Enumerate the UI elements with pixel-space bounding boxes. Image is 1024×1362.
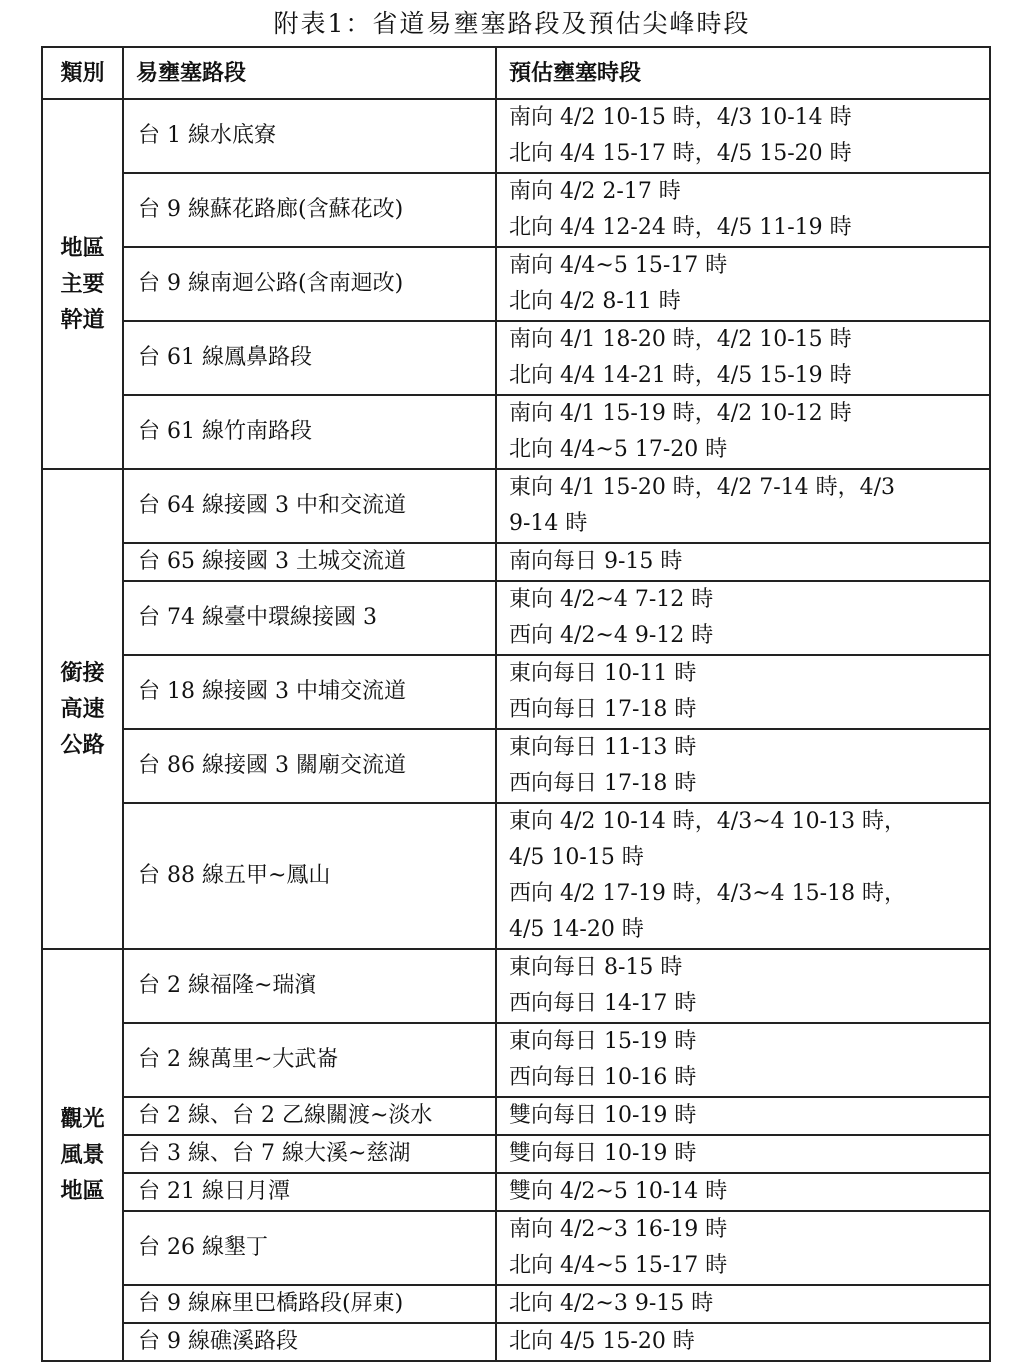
time-line: 4/5 14-20 時 xyxy=(509,917,644,942)
table-row xyxy=(42,1173,990,1211)
road-segment-cell: 台 9 線南迴公路(含南迴改) xyxy=(123,247,496,321)
category-label: 銜接 xyxy=(60,660,105,686)
table-row xyxy=(42,803,990,949)
table-row xyxy=(42,395,990,469)
table-row xyxy=(42,321,990,395)
table-row xyxy=(42,729,990,803)
time-line: 東向 4/1 15-20 時，4/2 7-14 時，4/3 xyxy=(509,475,896,500)
category-label: 公路 xyxy=(60,732,105,758)
congestion-time-cell xyxy=(496,1285,990,1323)
congestion-time-cell xyxy=(496,1097,990,1135)
time-line: 南向 4/1 18-20 時，4/2 10-15 時 xyxy=(509,327,852,352)
time-line: 西向 4/2 17-19 時，4/3~4 15-18 時， xyxy=(509,881,907,906)
congestion-time-cell xyxy=(496,729,990,803)
time-line: 西向每日 17-18 時 xyxy=(509,697,697,722)
table-row xyxy=(42,1285,990,1323)
time-line: 西向 4/2~4 9-12 時 xyxy=(509,623,714,648)
time-line: 南向 4/1 15-19 時，4/2 10-12 時 xyxy=(509,401,852,426)
time-line: 9-14 時 xyxy=(509,511,588,536)
page-title: 附表1：省道易壅塞路段及預估尖峰時段 xyxy=(273,9,751,38)
time-line: 東向每日 15-19 時 xyxy=(509,1029,697,1054)
time-line: 雙向 4/2~5 10-14 時 xyxy=(509,1179,728,1204)
category-label: 觀光 xyxy=(60,1106,105,1132)
congestion-time-cell xyxy=(496,655,990,729)
time-line: 雙向每日 10-19 時 xyxy=(509,1141,697,1166)
table-row xyxy=(42,655,990,729)
congestion-time-cell xyxy=(496,469,990,543)
road-segment-cell: 台 86 線接國 3 關廟交流道 xyxy=(123,729,496,803)
time-line: 南向 4/2 2-17 時 xyxy=(509,179,681,204)
congestion-time-cell xyxy=(496,1135,990,1173)
time-line: 南向 4/2~3 16-19 時 xyxy=(509,1217,728,1242)
road-segment-cell: 台 61 線鳳鼻路段 xyxy=(123,321,496,395)
header-category: 類別 xyxy=(42,47,123,99)
road-segment-cell: 台 3 線、台 7 線大溪~慈湖 xyxy=(123,1135,496,1173)
time-line: 北向 4/4 14-21 時，4/5 15-19 時 xyxy=(509,363,852,388)
congestion-time-cell xyxy=(496,1211,990,1285)
road-segment-cell: 台 21 線日月潭 xyxy=(123,1173,496,1211)
road-segment-cell: 台 18 線接國 3 中埔交流道 xyxy=(123,655,496,729)
header-time: 預估壅塞時段 xyxy=(496,47,990,99)
road-segment-cell: 台 2 線、台 2 乙線關渡~淡水 xyxy=(123,1097,496,1135)
road-segment-cell: 台 1 線水底寮 xyxy=(123,99,496,173)
category-cell xyxy=(42,99,123,469)
time-line: 4/5 10-15 時 xyxy=(509,845,644,870)
congestion-time-cell xyxy=(496,1023,990,1097)
table-row xyxy=(42,1097,990,1135)
table-row xyxy=(42,949,990,1023)
time-line: 北向 4/2 8-11 時 xyxy=(509,289,681,314)
time-line: 西向每日 17-18 時 xyxy=(509,771,697,796)
road-segment-cell: 台 64 線接國 3 中和交流道 xyxy=(123,469,496,543)
time-line: 北向 4/5 15-20 時 xyxy=(509,1329,695,1354)
time-line: 北向 4/4 15-17 時，4/5 15-20 時 xyxy=(509,141,852,166)
time-line: 西向每日 10-16 時 xyxy=(509,1065,697,1090)
road-segment-cell: 台 26 線墾丁 xyxy=(123,1211,496,1285)
time-line: 北向 4/4~5 15-17 時 xyxy=(509,1253,728,1278)
congestion-time-cell xyxy=(496,581,990,655)
time-line: 北向 4/4 12-24 時，4/5 11-19 時 xyxy=(509,215,852,240)
time-line: 北向 4/4~5 17-20 時 xyxy=(509,437,728,462)
road-segment-cell: 台 65 線接國 3 土城交流道 xyxy=(123,543,496,581)
table-row xyxy=(42,173,990,247)
congestion-time-cell xyxy=(496,543,990,581)
congestion-time-cell xyxy=(496,395,990,469)
category-cell xyxy=(42,469,123,949)
time-line: 南向 4/2 10-15 時，4/3 10-14 時 xyxy=(509,105,852,130)
time-line: 東向每日 10-11 時 xyxy=(509,661,697,686)
road-segment-cell: 台 88 線五甲~鳳山 xyxy=(123,803,496,949)
congestion-time-cell xyxy=(496,949,990,1023)
road-segment-cell: 台 9 線礁溪路段 xyxy=(123,1323,496,1361)
congestion-time-cell xyxy=(496,99,990,173)
time-line: 南向 4/4~5 15-17 時 xyxy=(509,253,728,278)
time-line: 東向 4/2~4 7-12 時 xyxy=(509,587,714,612)
time-line: 西向每日 14-17 時 xyxy=(509,991,697,1016)
time-line: 東向 4/2 10-14 時，4/3~4 10-13 時， xyxy=(509,809,907,834)
time-line: 南向每日 9-15 時 xyxy=(509,549,683,574)
time-line: 東向每日 11-13 時 xyxy=(509,735,697,760)
congestion-time-cell xyxy=(496,1173,990,1211)
table-row xyxy=(42,469,990,543)
table-header-row xyxy=(42,47,990,99)
table-row xyxy=(42,1023,990,1097)
road-segment-cell: 台 9 線麻里巴橋路段(屏東) xyxy=(123,1285,496,1323)
road-segment-cell: 台 2 線萬里~大武崙 xyxy=(123,1023,496,1097)
congestion-table xyxy=(41,46,991,1362)
road-segment-cell: 台 74 線臺中環線接國 3 xyxy=(123,581,496,655)
category-label: 幹道 xyxy=(60,307,105,333)
road-segment-cell: 台 61 線竹南路段 xyxy=(123,395,496,469)
category-label: 主要 xyxy=(60,271,105,297)
congestion-time-cell xyxy=(496,247,990,321)
table-row xyxy=(42,247,990,321)
header-road: 易壅塞路段 xyxy=(123,47,496,99)
category-cell xyxy=(42,949,123,1361)
table-row xyxy=(42,581,990,655)
table-body xyxy=(42,99,990,1361)
time-line: 雙向每日 10-19 時 xyxy=(509,1103,697,1128)
time-line: 東向每日 8-15 時 xyxy=(509,955,683,980)
category-label: 高速 xyxy=(60,696,105,722)
category-label: 地區 xyxy=(60,1178,105,1204)
congestion-time-cell xyxy=(496,321,990,395)
table-row xyxy=(42,99,990,173)
table-row xyxy=(42,1135,990,1173)
table-row xyxy=(42,1211,990,1285)
time-line: 北向 4/2~3 9-15 時 xyxy=(509,1291,714,1316)
road-segment-cell: 台 9 線蘇花路廊(含蘇花改) xyxy=(123,173,496,247)
category-label: 風景 xyxy=(60,1142,105,1168)
category-label: 地區 xyxy=(60,235,105,261)
congestion-time-cell xyxy=(496,1323,990,1361)
road-segment-cell: 台 2 線福隆~瑞濱 xyxy=(123,949,496,1023)
congestion-time-cell xyxy=(496,803,990,949)
table-row xyxy=(42,543,990,581)
congestion-time-cell xyxy=(496,173,990,247)
table-row xyxy=(42,1323,990,1361)
